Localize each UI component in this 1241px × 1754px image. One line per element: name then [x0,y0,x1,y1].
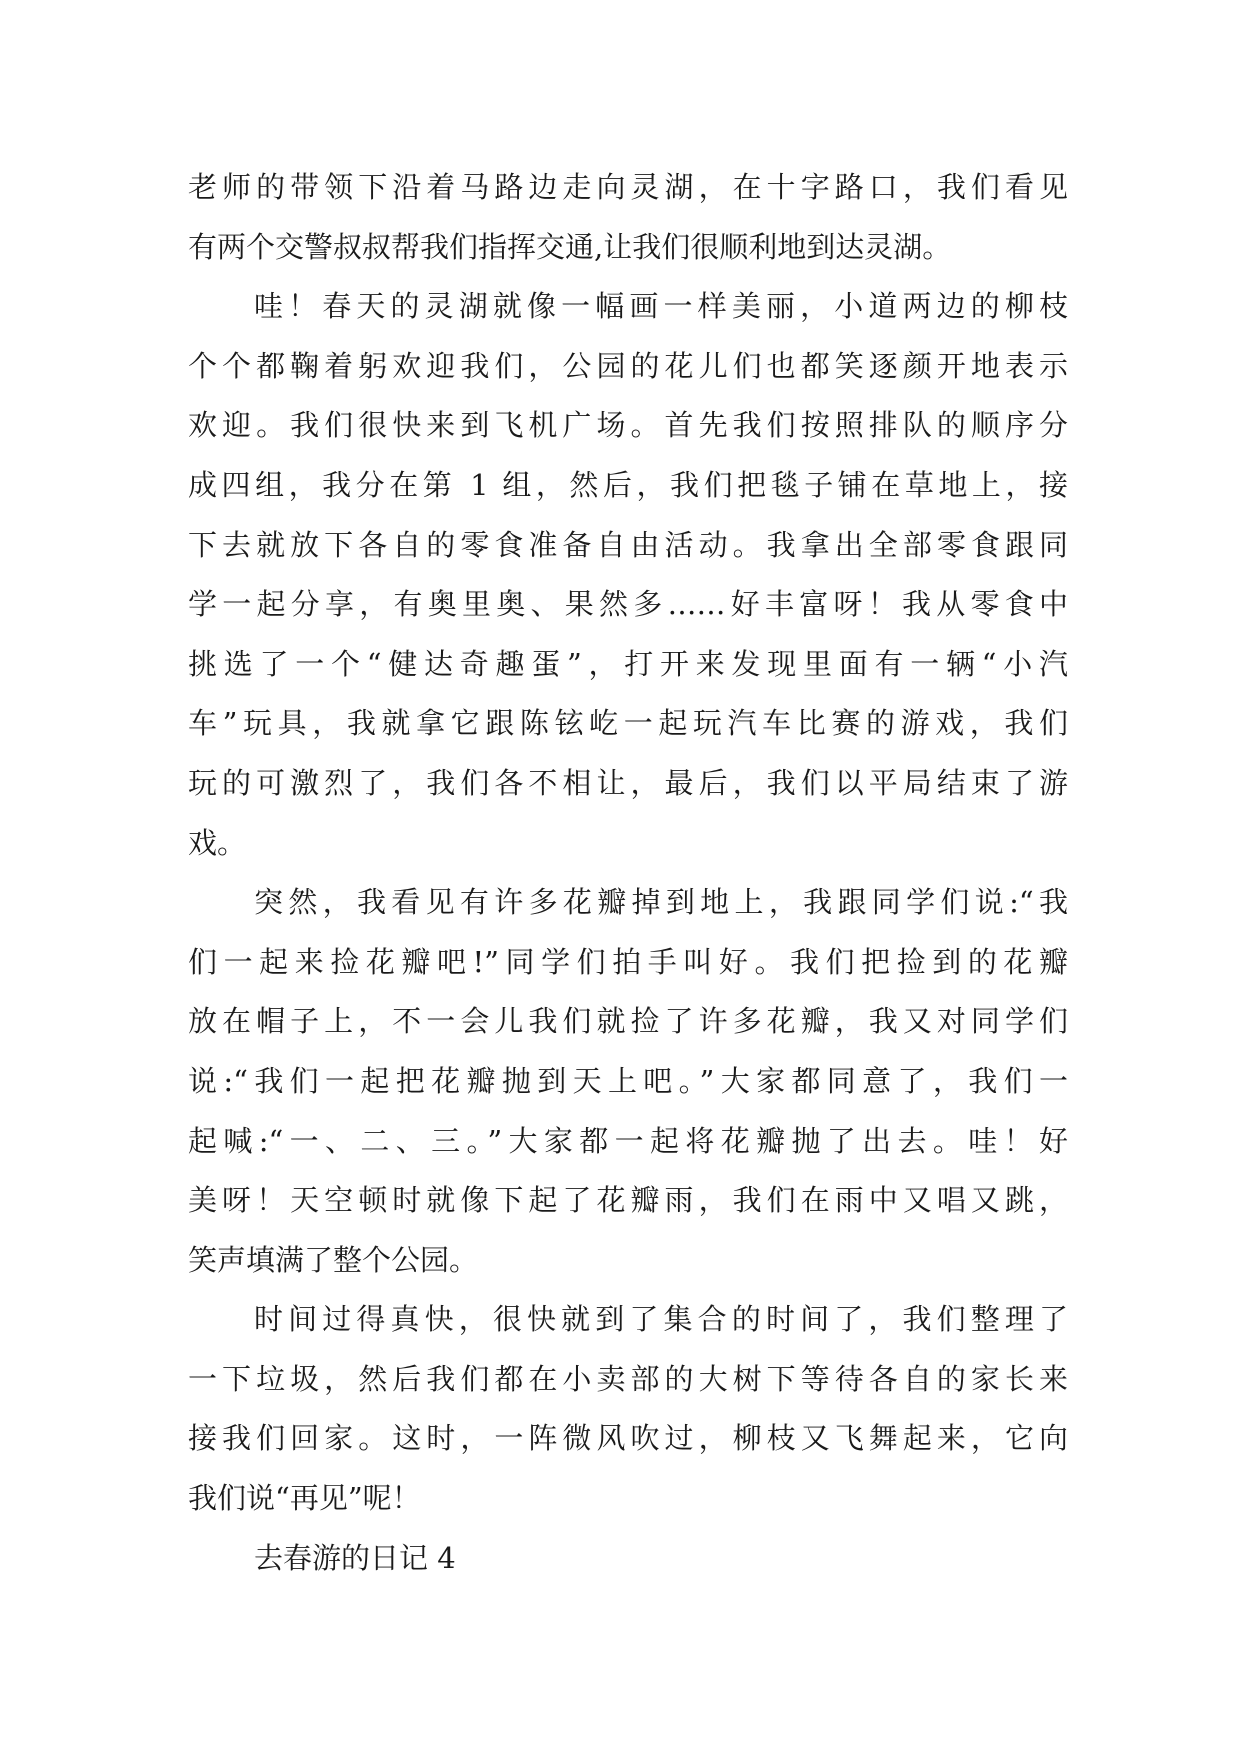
text-line: 接我们回家。这时，一阵微风吹过，柳枝又飞舞起来，它向 [188,1421,1068,1456]
text-line: 们一起来捡花瓣吧!”同学们拍手叫好。我们把捡到的花瓣 [188,944,1068,979]
text-line: 车”玩具，我就拿它跟陈铉屹一起玩汽车比赛的游戏，我们 [188,706,1068,741]
text-line: 说:“我们一起把花瓣抛到天上吧。”大家都同意了，我们一 [188,1063,1068,1098]
text-line: 挑选了一个“健达奇趣蛋”，打开来发现里面有一辆“小汽 [188,646,1068,681]
text-line: 个个都鞠着躬欢迎我们，公园的花儿们也都笑逐颜开地表示 [188,348,1068,383]
text-line: 下去就放下各自的零食准备自由活动。我拿出全部零食跟同 [188,527,1068,562]
text-line: 戏。 [188,825,247,860]
text-line: 时间过得真快，很快就到了集合的时间了，我们整理了 [254,1302,1068,1337]
text-line: 放在帽子上，不一会儿我们就捡了许多花瓣，我又对同学们 [188,1004,1068,1039]
text-line: 突然，我看见有许多花瓣掉到地上，我跟同学们说:“我 [254,885,1068,920]
text-line: 成四组，我分在第 1 组，然后，我们把毯子铺在草地上，接 [188,467,1068,502]
text-line: 哇！春天的灵湖就像一幅画一样美丽，小道两边的柳枝 [254,289,1068,324]
text-line: 起喊:“一、二、三。”大家都一起将花瓣抛了出去。哇！好 [188,1123,1068,1158]
text-line: 学一起分享，有奥里奥、果然多……好丰富呀！我从零食中 [188,587,1068,622]
text-line: 美呀！天空顿时就像下起了花瓣雨，我们在雨中又唱又跳， [188,1183,1068,1218]
text-line: 老师的带领下沿着马路边走向灵湖，在十字路口，我们看见 [188,170,1068,204]
text-line: 笑声填满了整个公园。 [188,1242,479,1277]
text-line: 玩的可激烈了，我们各不相让，最后，我们以平局结束了游 [188,765,1068,800]
text-line: 有两个交警叔叔帮我们指挥交通,让我们很顺利地到达灵湖。 [188,229,952,264]
text-line: 我们说“再见”呢！ [188,1481,421,1516]
text-line: 欢迎。我们很快来到飞机广场。首先我们按照排队的顺序分 [188,408,1068,443]
text-line: 一下垃圾，然后我们都在小卖部的大树下等待各自的家长来 [188,1361,1068,1396]
text-line: 去春游的日记 4 [254,1540,456,1575]
document-body [188,158,1068,1588]
